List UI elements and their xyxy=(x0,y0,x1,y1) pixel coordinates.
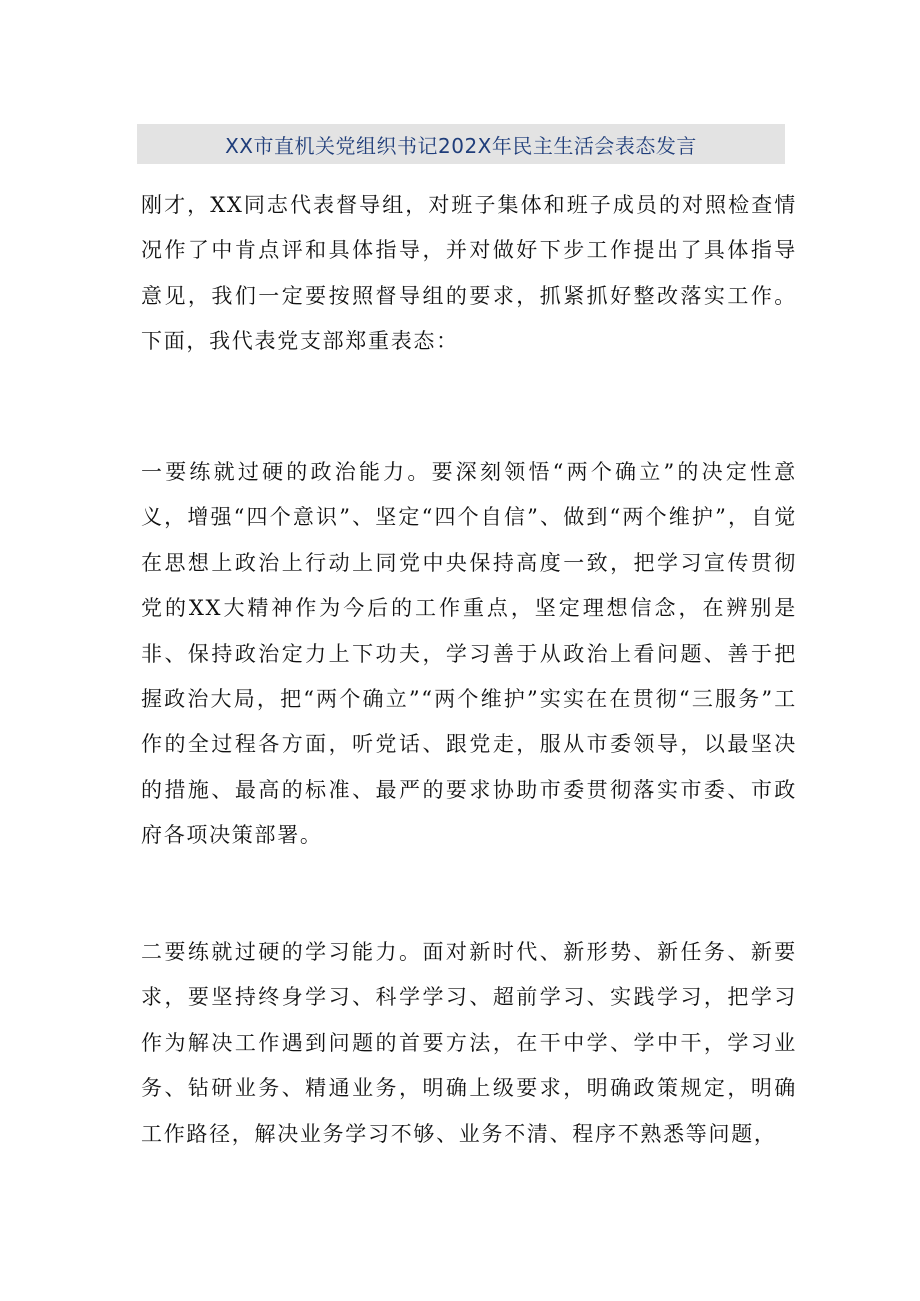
title-banner xyxy=(137,124,785,164)
paragraph-opening: 刚才，XX同志代表督导组，对班子集体和班子成员的对照检查情况作了中肯点评和具体指导，并对做好下步工作提出了具体指导意见，我们一定要按照督导组的要求，抓紧抓好整改落实工作。下面，我代表党支部郑重表态： xyxy=(141,193,797,354)
paragraph-political-ability: 一要练就过硬的政治能力。要深刻领悟“两个确立”的决定性意义，增强“四个意识”、坚定“四个自信”、做到“两个维护”，自觉在思想上政治上行动上同党中央保持高度一致，把学习宣传贯彻党的XX大精神作为今后的工作重点，坚定理想信念，在辨别是非、保持政治定力上下功夫，学习善于从政治上看问题、善于把握政治大局，把“两个确立”“两个维护”实实在在贯彻“三服务”工作的全过程各方面，听党话、跟党走，服从市委领导，以最坚决的措施、最高的标准、最严的要求协助市委贯彻落实市委、市政府各项决策部署。 xyxy=(141,460,797,848)
document-title: XX市直机关党组织书记202X年民主生活会表态发言 xyxy=(225,133,697,158)
paragraph-learning-ability: 二要练就过硬的学习能力。面对新时代、新形势、新任务、新要求，要坚持终身学习、科学学习、超前学习、实践学习，把学习作为解决工作遇到问题的首要方法，在干中学、学中干，学习业务、钻研业务、精通业务，明确上级要求，明确政策规定，明确工作路径，解决业务学习不够、业务不清、程序不熟悉等问题， xyxy=(141,940,797,1146)
